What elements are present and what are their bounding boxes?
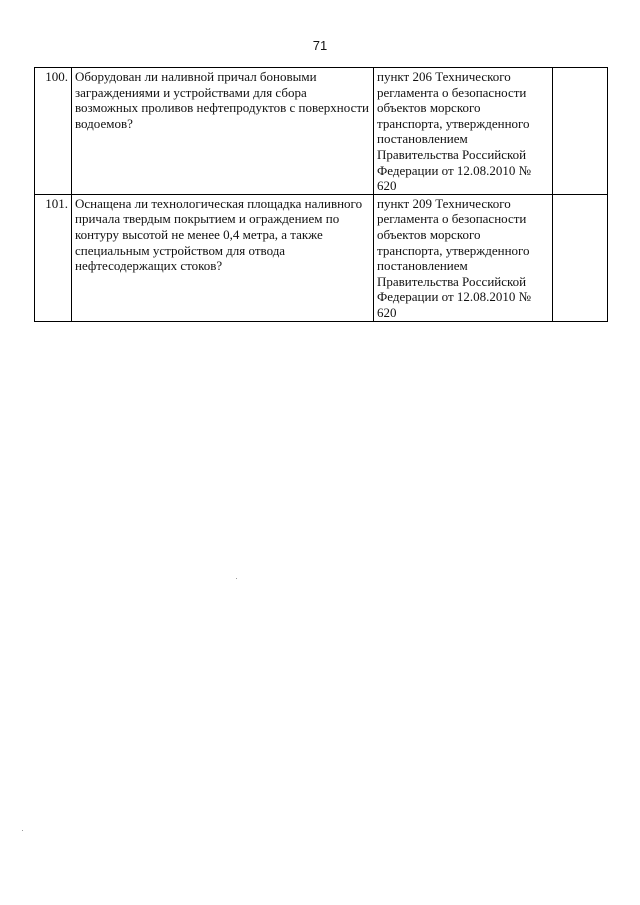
reference-cell: пункт 209 Технического регламента о безопасности объектов морского транспорта, утвержденного постановлением Правительства Российской Федерации от 12.08.2010 № 620 (374, 194, 553, 321)
reference-cell: пункт 206 Технического регламента о безопасности объектов морского транспорта, утвержденного постановлением Правительства Российской Федерации от 12.08.2010 № 620 (374, 68, 553, 195)
checklist-table (34, 67, 608, 322)
note-cell (553, 68, 608, 195)
table-row (35, 68, 608, 195)
table-row (35, 194, 608, 321)
page-number: 71 (312, 38, 328, 53)
note-cell (553, 194, 608, 321)
scan-speck (236, 578, 237, 579)
question-cell: Оборудован ли наливной причал боновыми заграждениями и устройствами для сбора возможных проливов нефтепродуктов с поверхности водоемов? (72, 68, 374, 195)
row-number: 101. (35, 194, 72, 321)
row-number: 100. (35, 68, 72, 195)
scan-speck (22, 830, 23, 831)
question-cell: Оснащена ли технологическая площадка наливного причала твердым покрытием и ограждением по контуру высотой не менее 0,4 метра, а также специальным устройством для отвода нефтесодержащих стоков? (72, 194, 374, 321)
